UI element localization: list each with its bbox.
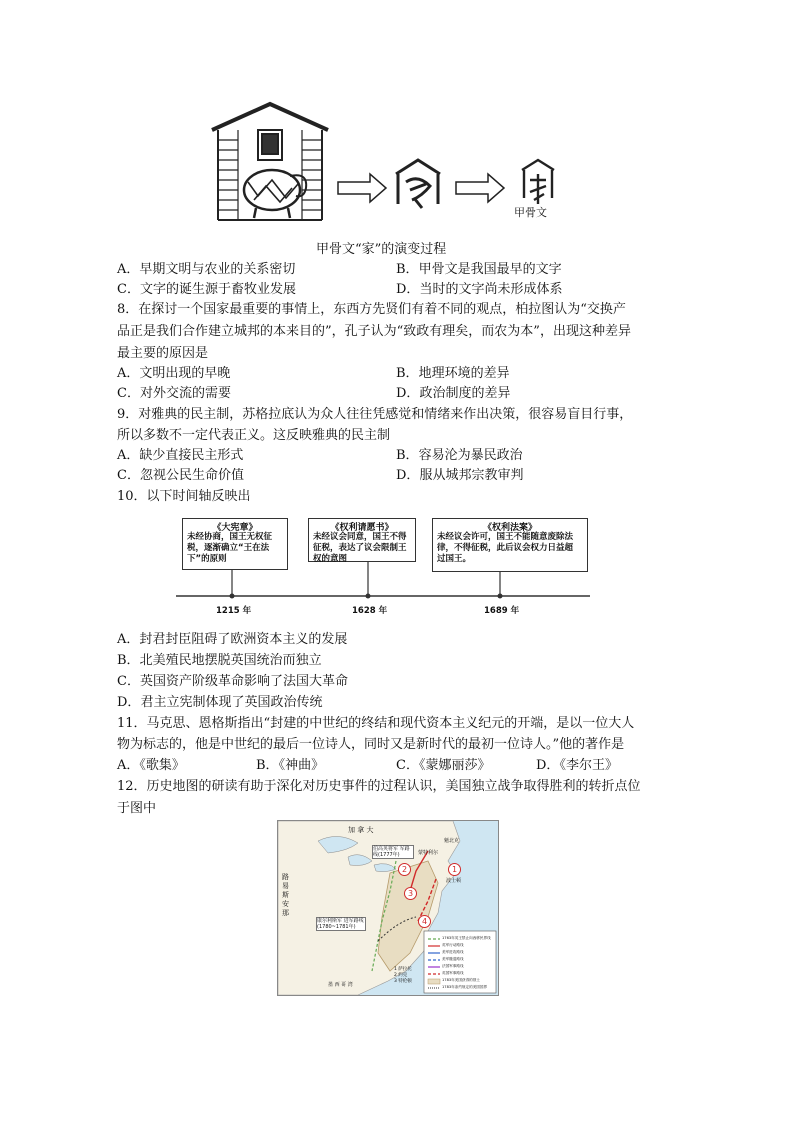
q7-option-a[interactable]: A．早期文明与农业的关系密切	[117, 262, 296, 277]
map-label-canada: 加 拿 大	[348, 826, 374, 834]
q7-option-c[interactable]: C．文字的诞生源于畜牧业发展	[117, 282, 296, 297]
q10-stem: 10．以下时间轴反映出	[117, 489, 251, 504]
timeline-year-3: 1689 年	[484, 606, 520, 616]
bronze-glyph	[396, 160, 440, 208]
q10-option-a[interactable]: A．封君封臣阻碍了欧洲资本主义的发展	[117, 632, 348, 647]
map-number-legend-1: 1 萨拉托	[394, 967, 412, 972]
timeline-figure	[170, 512, 595, 622]
timeline-event-3	[432, 518, 588, 572]
timeline-event-3-title: 《权利法案》	[482, 523, 537, 533]
q12-stem-line-1: 12．历史地图的研读有助于深化对历史事件的过程认识，美国独立战争取得胜利的转折点位	[117, 779, 641, 794]
q8-stem-line-3: 最主要的原因是	[117, 346, 209, 361]
timeline-year-2: 1628 年	[352, 606, 388, 616]
q9-option-b[interactable]: B．容易沦为暴民政治	[396, 448, 523, 463]
map-number-legend-3: 3 特伦顿	[394, 979, 412, 984]
q11-stem-line-1: 11．马克思、恩格斯指出“封建的中世纪的终结和现代资本主义纪元的开端，是以一位大人	[117, 716, 635, 731]
arrow-1	[338, 174, 386, 202]
map-label-boston: 波士顿	[446, 878, 462, 884]
map-legend-item-5: 法国军事路线	[442, 964, 464, 968]
arrow-2	[456, 174, 504, 202]
map-label-burgoyne-route: 伯高英将军 军路线(1777年)	[372, 845, 414, 859]
timeline-event-1-text: 未经协商，国王无权征税，逐渐确立“王在法下”的原则	[187, 532, 273, 564]
q11-option-d[interactable]: D．《李尔王》	[536, 758, 618, 773]
map-legend-item-8: 1783年条约规定的美国国界	[442, 985, 488, 989]
timeline-year-1: 1215 年	[216, 606, 252, 616]
map-legend	[442, 935, 491, 991]
map-label-louisiana: 路 易 斯 安 那	[282, 873, 289, 917]
map-legend-item-4: 美军撤退路线	[442, 957, 464, 961]
timeline-event-1-title: 《大宪章》	[212, 523, 258, 533]
q8-option-d[interactable]: D．政治制度的差异	[396, 386, 511, 401]
map-label-gulf: 墨 西 哥 湾	[328, 982, 353, 988]
map-label-montreal: 蒙特利尔	[418, 850, 439, 856]
q10-option-b[interactable]: B．北美殖民地摆脱英国统治而独立	[117, 653, 322, 668]
map-legend-item-1: 1763年英王禁止向西移民界线	[442, 936, 491, 940]
q11-option-b[interactable]: B．《神曲》	[256, 758, 325, 773]
q11-stem-line-2: 物为标志的，他是中世纪的最后一位诗人，同时又是新时代的最初一位诗人。”他的著作是	[117, 737, 625, 752]
map-legend-item-6: 英国军事路线	[442, 971, 464, 975]
q8-stem-line-2: 品正是我们合作建立城邦的本来目的”，孔子认为“致政有理矣，而农为本”，出现这种差异	[117, 324, 631, 339]
q8-option-c[interactable]: C．对外交流的需要	[117, 386, 231, 401]
q9-option-a[interactable]: A．缺少直接民主形式	[117, 448, 244, 463]
map-legend-item-7: 1783年美国获得的领土	[442, 978, 480, 982]
map-label-clark-route: 康尔利斯军 进军路线 (1780~1781年)	[316, 917, 366, 931]
q9-stem-line-2: 所以多数不一定代表正义。这反映雅典的民主制	[117, 428, 391, 443]
q8-option-b[interactable]: B．地理环境的差异	[396, 366, 510, 381]
q11-option-a[interactable]: A．《歌集》	[117, 758, 185, 773]
timeline-event-2-title: 《权利请愿书》	[330, 523, 394, 533]
q10-option-d[interactable]: D．君主立宪制体现了英国政治传统	[117, 695, 323, 710]
q10-option-c[interactable]: C．英国资产阶级革命影响了法国大革命	[117, 674, 348, 689]
figure-caption: 甲骨文“家”的演变过程	[316, 242, 447, 257]
map-number-legend-2: 2 约克	[394, 973, 408, 978]
timeline-event-2	[308, 518, 416, 562]
map-number-legend	[394, 967, 412, 985]
timeline-event-2-text: 未经议会同意，国王不得征税，表达了议会限制王权的意图	[313, 532, 407, 564]
map-legend-item-3: 美军进攻路线	[442, 950, 464, 954]
q7-option-d[interactable]: D．当时的文字尚未形成体系	[396, 282, 563, 297]
q8-option-a[interactable]: A．文明出现的早晚	[117, 366, 231, 381]
map-legend-item-2: 英军行动路线	[442, 943, 464, 947]
q9-option-c[interactable]: C．忽视公民生命价值	[117, 468, 244, 483]
map-marker-4[interactable]: 4	[418, 915, 431, 928]
q12-stem-line-2: 于图中	[117, 801, 157, 816]
map-label-quebec: 魁北克	[444, 838, 460, 844]
figure-jia-evolution	[200, 100, 580, 235]
map-marker-2[interactable]: 2	[398, 863, 411, 876]
q11-option-c[interactable]: C．《蒙娜丽莎》	[396, 758, 491, 773]
oracle-glyph-label: 甲骨文	[514, 206, 547, 219]
map-marker-1[interactable]: 1	[448, 863, 461, 876]
revolution-war-map	[277, 820, 499, 996]
timeline-event-1	[182, 518, 288, 570]
map-marker-3[interactable]: 3	[404, 887, 417, 900]
timeline-event-3-text: 未经议会许可，国王不能随意废除法律，不得征税，此后议会权力日益超过国王。	[437, 532, 574, 564]
q8-stem-line-1: 8．在探讨一个国家最重要的事情上，东西方先贤们有着不同的观点，柏拉图认为“交换产	[117, 302, 626, 317]
oracle-glyph	[522, 160, 554, 204]
q7-option-b[interactable]: B．甲骨文是我国最早的文字	[396, 262, 562, 277]
q9-option-d[interactable]: D．服从城邦宗教审判	[396, 468, 524, 483]
house-pig-picture	[212, 104, 328, 220]
q9-stem-line-1: 9．对雅典的民主制，苏格拉底认为众人往往凭感觉和情绪来作出决策，很容易盲目行事，	[117, 407, 633, 422]
